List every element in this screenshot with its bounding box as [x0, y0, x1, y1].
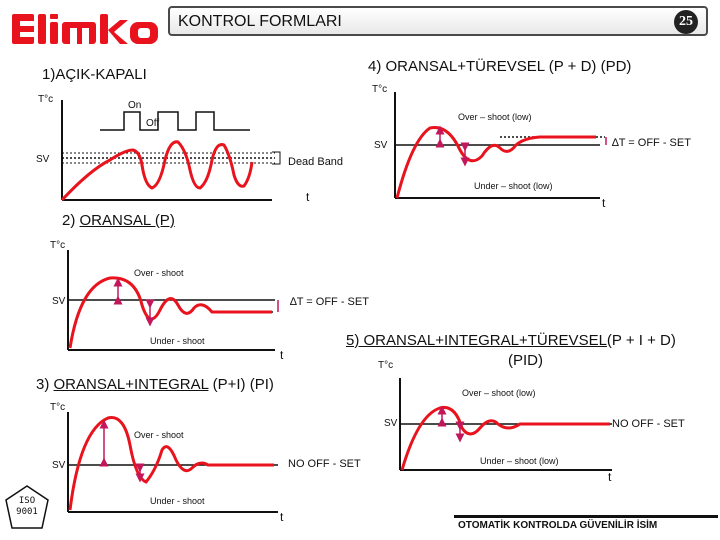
pi-undershoot-label: Under - shoot — [150, 496, 205, 506]
onoff-t-label: t — [306, 190, 310, 204]
pi-nooffset-label: NO OFF - SET — [288, 458, 361, 470]
pd-t-label: t — [602, 196, 606, 210]
pi-sv-label: SV — [52, 460, 66, 471]
p-y-label: T°c — [50, 240, 66, 251]
page-number-badge: 25 — [674, 10, 698, 34]
pd-sv-label: SV — [374, 140, 388, 151]
pid-overshoot-label: Over – shoot (low) — [462, 388, 536, 398]
pid-title-line2: (PID) — [508, 352, 543, 369]
footer-rule — [454, 515, 718, 518]
iso-line1: ISO — [18, 496, 36, 506]
pid-y-label: T°c — [378, 360, 394, 371]
pd-delta-label: ∆T = OFF - SET — [612, 137, 691, 149]
onoff-relay-signal — [100, 112, 250, 130]
p-title-prefix: 2) — [62, 212, 80, 229]
p-t-label: t — [280, 348, 284, 362]
page-title: KONTROL FORMLARI — [178, 13, 342, 30]
pd-undershoot-label: Under – shoot (low) — [474, 181, 553, 191]
p-title: ORANSAL (P) — [79, 212, 175, 229]
onoff-deadband-label: Dead Band — [288, 156, 344, 168]
pid-t-label: t — [608, 470, 612, 484]
onoff-title: 1)AÇIK-KAPALI — [42, 66, 147, 83]
pi-title-suffix: (P+I) (PI) — [208, 376, 274, 393]
p-undershoot-label: Under - shoot — [150, 336, 205, 346]
pid-undershoot-label: Under – shoot (low) — [480, 456, 559, 466]
footer-tagline: OTOMATİK KONTROLDA GÜVENİLİR İSİM — [458, 520, 658, 531]
pd-title: 4) ORANSAL+TÜREVSEL (P + D) (PD) — [368, 58, 632, 75]
onoff-y-label: T°c — [38, 94, 54, 105]
pid-nooffset-label: NO OFF - SET — [612, 418, 685, 430]
p-graph — [68, 250, 278, 350]
onoff-sv-label: SV — [36, 154, 50, 165]
iso-9001-badge — [4, 484, 50, 530]
onoff-response-curve — [62, 142, 252, 200]
p-overshoot-label: Over - shoot — [134, 268, 184, 278]
pi-y-label: T°c — [50, 402, 66, 413]
pd-y-label: T°c — [372, 84, 388, 95]
pi-title: ORANSAL+INTEGRAL — [53, 376, 209, 393]
pid-title: 5) ORANSAL+INTEGRAL+TÜREVSEL — [346, 332, 607, 349]
pi-title-prefix: 3) — [36, 376, 54, 393]
onoff-off-label: Off — [146, 118, 160, 129]
p-sv-label: SV — [52, 296, 66, 307]
pi-overshoot-label: Over - shoot — [134, 430, 184, 440]
pid-sv-label: SV — [384, 418, 398, 429]
pi-t-label: t — [280, 510, 284, 524]
pd-overshoot-label: Over – shoot (low) — [458, 112, 532, 122]
p-delta-label: ∆T = OFF - SET — [290, 296, 369, 308]
onoff-deadband-bracket — [272, 152, 280, 164]
onoff-graph — [62, 100, 280, 200]
onoff-on-label: On — [128, 100, 142, 111]
pid-title-suffix: (P + I + D) — [606, 332, 676, 349]
iso-line2: 9001 — [16, 507, 38, 517]
